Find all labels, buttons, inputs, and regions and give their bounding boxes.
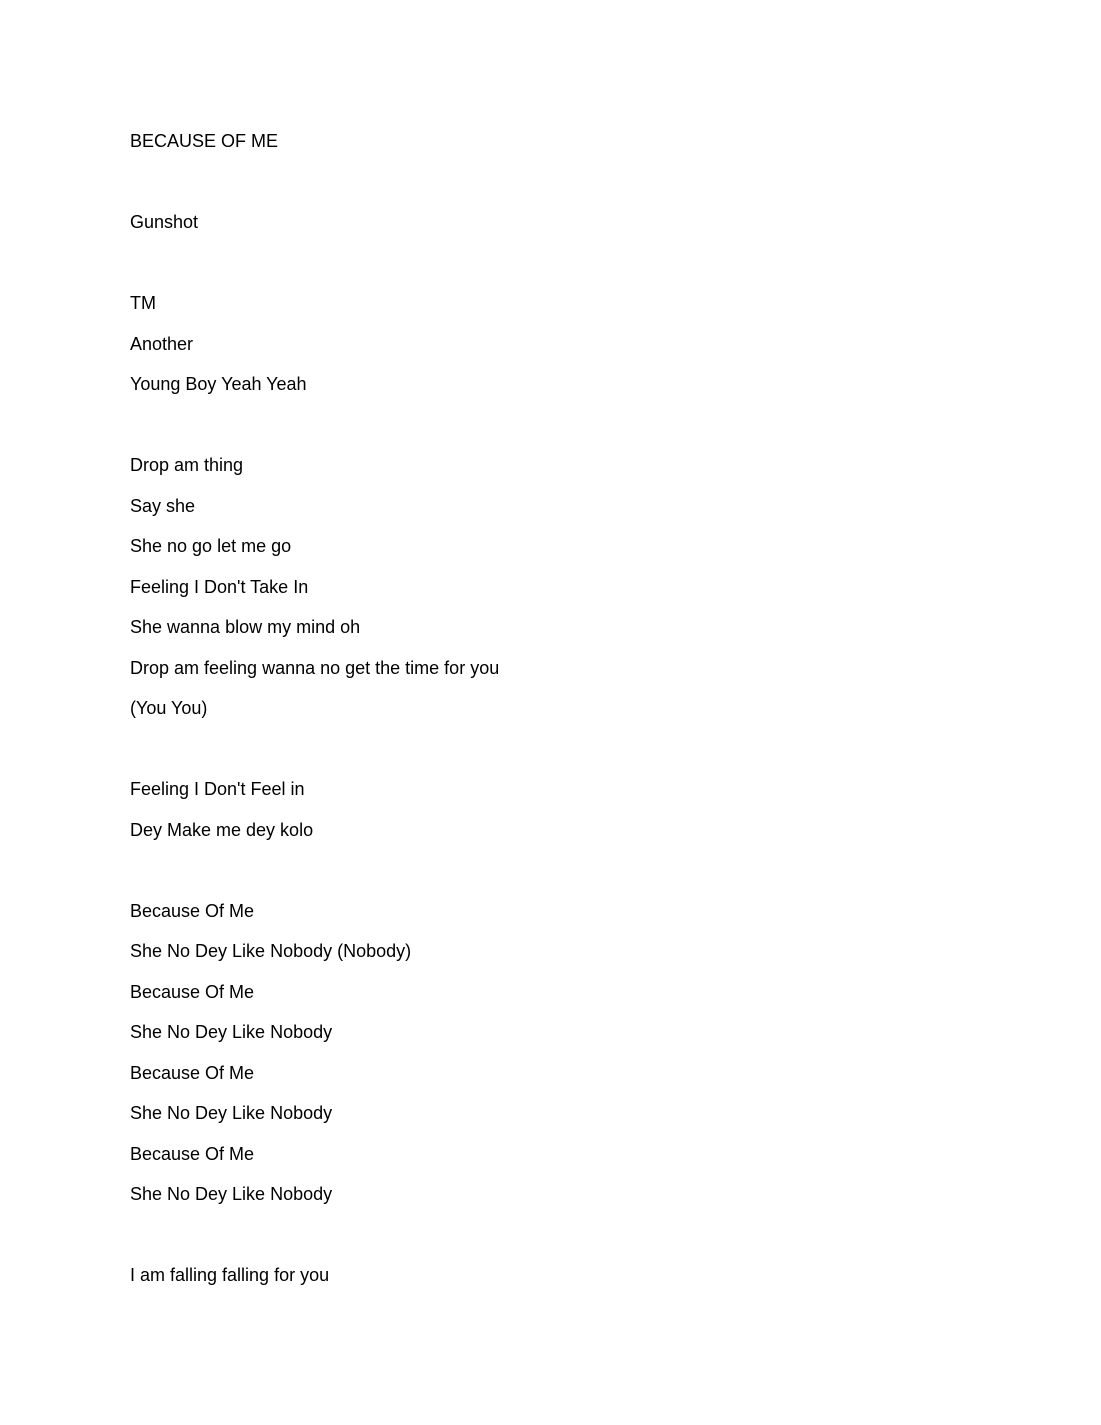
blank-line (130, 250, 499, 291)
text-line: Say she (130, 495, 196, 516)
text-line: I am falling falling for you (130, 1265, 330, 1285)
text-line: She No Dey Like Nobody (130, 1184, 333, 1204)
lyrics-body (130, 128, 499, 1303)
blank-line (130, 412, 499, 453)
text-line: Because Of Me (130, 1062, 255, 1083)
text-line: She No Dey Like Nobody (130, 1022, 333, 1042)
blank-line (130, 857, 499, 898)
text-line: She No Dey Like Nobody (130, 1103, 333, 1123)
blank-line (130, 736, 499, 777)
text-line: Feeling I Don't Take In (130, 576, 309, 597)
text-line: She No Dey Like Nobody (Nobody) (130, 941, 412, 961)
text-line: She wanna blow my mind oh (130, 617, 361, 637)
song-title: BECAUSE OF ME (130, 131, 279, 151)
text-line: Another (130, 333, 194, 354)
text-line: Young Boy Yeah Yeah (130, 374, 307, 394)
text-line: Because Of Me (130, 900, 255, 921)
text-line: Because Of Me (130, 1143, 255, 1164)
blank-line (130, 169, 499, 210)
text-line: Dey Make me dey kolo (130, 819, 314, 840)
text-line: She no go let me go (130, 536, 292, 556)
blank-line (130, 1222, 499, 1263)
text-line: Because Of Me (130, 981, 255, 1002)
text-line: Drop am thing (130, 455, 244, 475)
text-line: Gunshot (130, 212, 199, 232)
text-line: Drop am feeling wanna no get the time for you (130, 657, 500, 678)
text-line: TM (130, 293, 156, 313)
text-line: Feeling I Don't Feel in (130, 779, 305, 799)
text-line: (You You) (130, 698, 208, 718)
